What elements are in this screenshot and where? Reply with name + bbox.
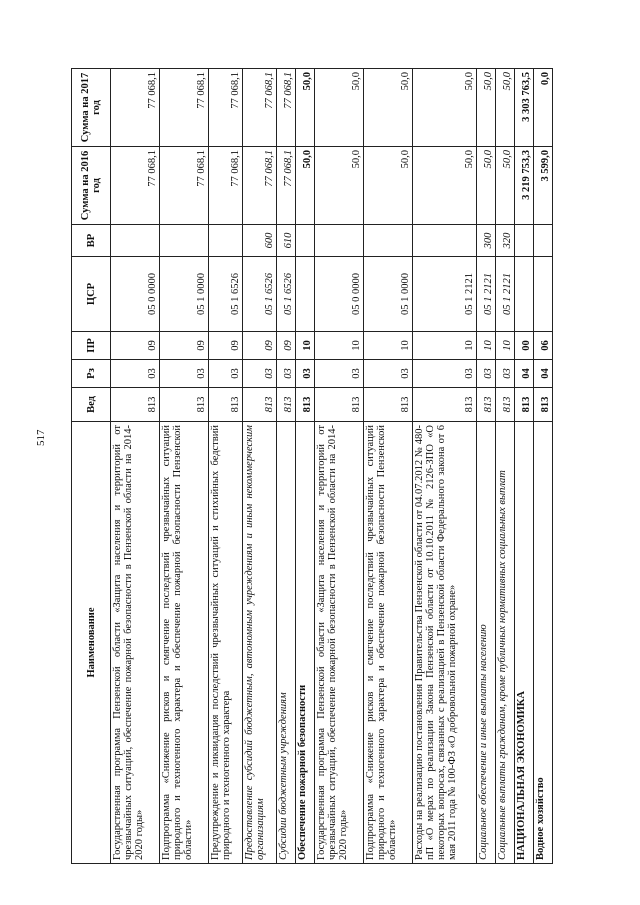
cell-ved: 813 [412,388,476,422]
cell-ved: 813 [242,388,276,422]
cell-name: Расходы на реализацию постановления Правительства Пензенской области от 04.07.2012 № 480-пП «О мерах по реализации Закона Пензенской области от 10.10.2011 № 2126-ЗПО «О некоторых вопросах, связанных с реализацией в Пензенской области Федерального закона от 6 мая 2011 года № 100-ФЗ «О добровольной пожарной охране» [412,422,476,864]
cell-sum-2016: 77 068,1 [276,147,295,225]
cell-name: Обеспечение пожарной безопасности [295,422,314,864]
cell-name: Предоставление субсидий бюджетным, автономным учреждениям и иным некоммерческим организациям [242,422,276,864]
cell-sum-2017: 0,0 [533,69,552,147]
cell-pr: 10 [295,332,314,360]
cell-name: НАЦИОНАЛЬНАЯ ЭКОНОМИКА [514,422,533,864]
cell-csr: 05 1 0000 [159,257,208,332]
cell-csr [295,257,314,332]
cell-ved: 813 [533,388,552,422]
cell-sum-2017: 50,0 [476,69,495,147]
cell-sum-2016: 3 599,0 [533,147,552,225]
cell-name: Предупреждение и ликвидация последствий чрезвычайных ситуаций и стихийных бедствий природного и техногенного характера [208,422,242,864]
cell-pr: 06 [533,332,552,360]
table-row [412,69,476,864]
table-row [208,69,242,864]
cell-ved: 813 [276,388,295,422]
cell-pr: 09 [276,332,295,360]
cell-vr [412,225,476,257]
cell-sum-2016: 3 219 753,3 [514,147,533,225]
cell-ved: 813 [208,388,242,422]
cell-pr: 09 [111,332,160,360]
header-csr: ЦСР [72,257,111,332]
cell-sum-2017: 50,0 [495,69,514,147]
cell-sum-2017: 77 068,1 [242,69,276,147]
cell-name: Подпрограмма «Снижение рисков и смягчение последствий чрезвычайных ситуаций природного и техногенного характера и обеспечение пожарной безопасности Пензенской области» [159,422,208,864]
cell-csr: 05 1 2121 [476,257,495,332]
cell-sum-2017: 77 068,1 [208,69,242,147]
cell-sum-2017: 50,0 [295,69,314,147]
cell-name: Социальное обеспечение и иные выплаты населению [476,422,495,864]
cell-rz: 03 [242,360,276,388]
cell-sum-2017: 77 068,1 [276,69,295,147]
cell-vr: 610 [276,225,295,257]
table-row [314,69,363,864]
cell-rz: 03 [363,360,412,388]
cell-rz: 03 [476,360,495,388]
header-sum-2016: Сумма на 2016 год [72,147,111,225]
table-header-row [72,69,111,864]
cell-rz: 03 [314,360,363,388]
cell-csr: 05 1 6526 [208,257,242,332]
budget-table-container [71,69,553,864]
cell-sum-2016: 50,0 [412,147,476,225]
cell-name: Социальные выплаты гражданам, кроме публичных нормативных социальных выплат [495,422,514,864]
cell-pr: 09 [242,332,276,360]
cell-csr [514,257,533,332]
cell-sum-2017: 50,0 [314,69,363,147]
cell-pr: 10 [412,332,476,360]
cell-vr [363,225,412,257]
cell-sum-2016: 77 068,1 [208,147,242,225]
table-row [476,69,495,864]
cell-rz: 03 [111,360,160,388]
table-row [295,69,314,864]
table-row [495,69,514,864]
cell-pr: 00 [514,332,533,360]
cell-name: Субсидии бюджетным учреждениям [276,422,295,864]
table-row [111,69,160,864]
table-row [159,69,208,864]
cell-vr [514,225,533,257]
cell-vr [295,225,314,257]
table-row [533,69,552,864]
cell-ved: 813 [363,388,412,422]
cell-rz: 03 [295,360,314,388]
cell-pr: 09 [159,332,208,360]
cell-csr: 05 1 2121 [495,257,514,332]
table-row [363,69,412,864]
table-body [111,69,553,864]
cell-name: Государственная программа Пензенской области «Защита населения и территорий от чрезвычайных ситуаций, обеспечение пожарной безопасности в Пензенской области на 2014-2020 годы» [111,422,160,864]
cell-name: Водное хозяйство [533,422,552,864]
cell-vr: 320 [495,225,514,257]
budget-table [71,68,553,864]
cell-rz: 03 [412,360,476,388]
cell-csr: 05 1 6526 [276,257,295,332]
cell-pr: 10 [314,332,363,360]
cell-ved: 813 [476,388,495,422]
cell-vr [208,225,242,257]
cell-sum-2016: 77 068,1 [159,147,208,225]
cell-sum-2017: 50,0 [363,69,412,147]
table-row [242,69,276,864]
header-sum-2017: Сумма на 2017 год [72,69,111,147]
cell-sum-2017: 50,0 [412,69,476,147]
cell-sum-2016: 50,0 [476,147,495,225]
cell-csr: 05 0 0000 [314,257,363,332]
cell-sum-2017: 77 068,1 [111,69,160,147]
cell-ved: 813 [514,388,533,422]
cell-sum-2016: 50,0 [363,147,412,225]
cell-ved: 813 [314,388,363,422]
header-ved: Вед [72,388,111,422]
cell-csr: 05 1 6526 [242,257,276,332]
cell-csr: 05 0 0000 [111,257,160,332]
cell-sum-2016: 50,0 [314,147,363,225]
cell-sum-2017: 3 303 763,5 [514,69,533,147]
cell-rz: 03 [208,360,242,388]
cell-pr: 09 [208,332,242,360]
cell-ved: 813 [111,388,160,422]
header-pr: ПР [72,332,111,360]
cell-rz: 04 [533,360,552,388]
cell-rz: 04 [514,360,533,388]
cell-vr: 600 [242,225,276,257]
cell-vr [159,225,208,257]
cell-csr: 05 1 2121 [412,257,476,332]
table-row [514,69,533,864]
cell-rz: 03 [495,360,514,388]
header-name: Наименование [72,422,111,864]
cell-ved: 813 [495,388,514,422]
cell-ved: 813 [295,388,314,422]
header-vr: ВР [72,225,111,257]
cell-name: Государственная программа Пензенской области «Защита населения и территорий от чрезвычайных ситуаций, обеспечение пожарной безопасности в Пензенской области на 2014-2020 годы» [314,422,363,864]
cell-vr: 300 [476,225,495,257]
cell-name: Подпрограмма «Снижение рисков и смягчение последствий чрезвычайных ситуаций природного и техногенного характера и обеспечение пожарной безопасности Пензенской области» [363,422,412,864]
cell-pr: 10 [495,332,514,360]
cell-ved: 813 [159,388,208,422]
cell-pr: 10 [363,332,412,360]
cell-pr: 10 [476,332,495,360]
cell-vr [314,225,363,257]
cell-sum-2016: 77 068,1 [111,147,160,225]
table-row [276,69,295,864]
cell-csr: 05 1 0000 [363,257,412,332]
cell-rz: 03 [276,360,295,388]
cell-rz: 03 [159,360,208,388]
cell-sum-2016: 50,0 [295,147,314,225]
cell-vr [111,225,160,257]
header-rz: Рз [72,360,111,388]
cell-sum-2017: 77 068,1 [159,69,208,147]
cell-csr [533,257,552,332]
page-number: 517 [35,429,47,446]
cell-vr [533,225,552,257]
cell-sum-2016: 50,0 [495,147,514,225]
cell-sum-2016: 77 068,1 [242,147,276,225]
